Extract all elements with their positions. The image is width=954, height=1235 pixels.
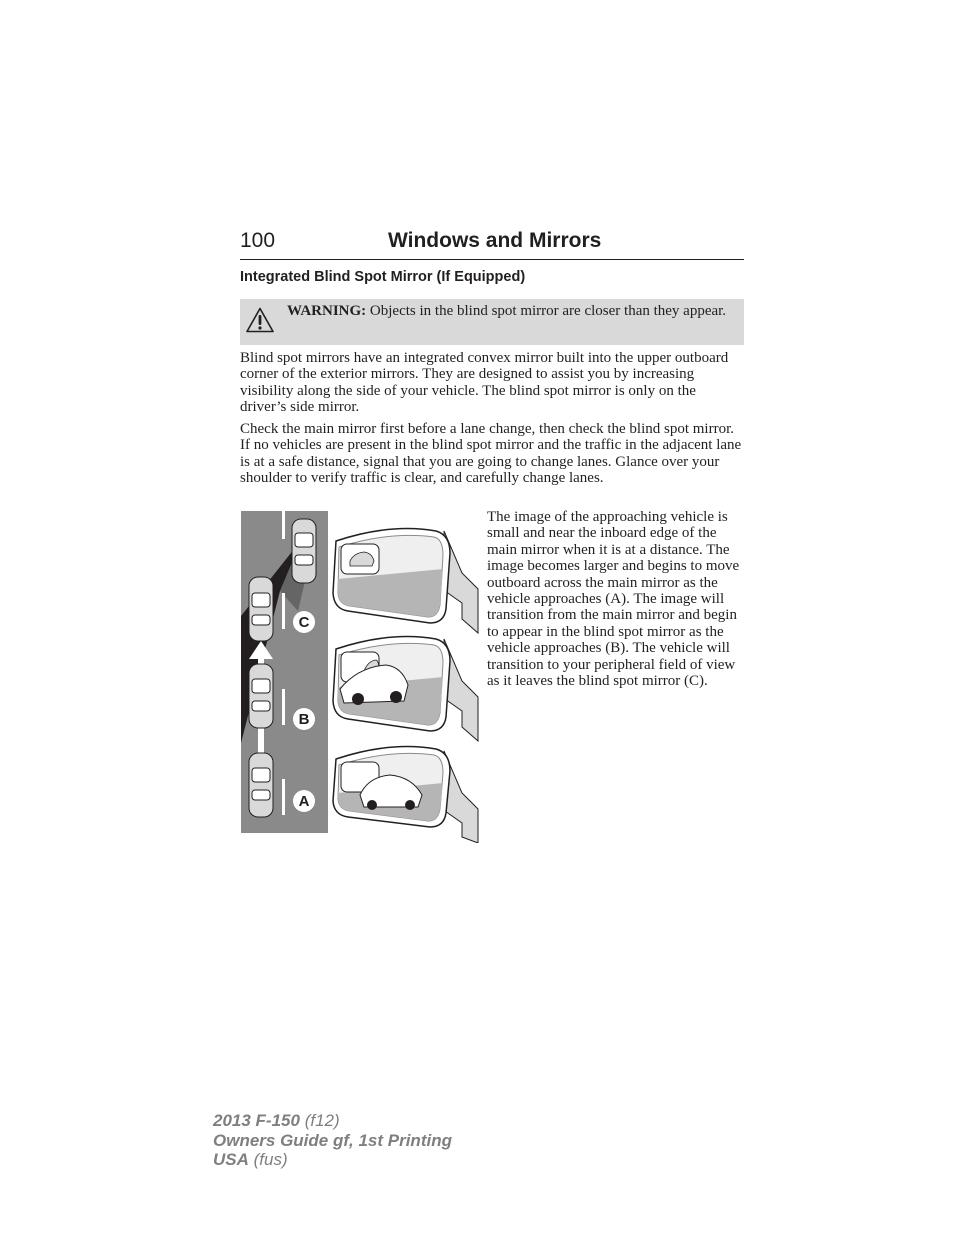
footer-market: USA xyxy=(213,1150,249,1169)
body-paragraph-1: Blind spot mirrors have an integrated convex mirror built into the upper outboard corner of the exterior mirrors. They are designed to assist you by increasing visibility along the side of your vehicle. The blind spot mirror is only on the driver’s side mirror. xyxy=(240,350,729,416)
side-mirror-a xyxy=(333,747,478,843)
warning-message xyxy=(287,302,742,321)
car-icon xyxy=(249,753,273,817)
footer-model: 2013 F-150 xyxy=(213,1111,300,1130)
blind-spot-mirror-illustration xyxy=(240,511,480,843)
footer-market-line xyxy=(213,1150,452,1170)
side-mirror-b xyxy=(333,637,478,741)
position-label-c xyxy=(293,611,315,633)
footer-market-code: (fus) xyxy=(253,1150,288,1169)
svg-text:C: C xyxy=(298,614,310,631)
warning-text: Objects in the blind spot mirror are closer than they appear. xyxy=(369,303,727,319)
page-header xyxy=(240,229,744,260)
footer-guide: Owners Guide gf, 1st Printing xyxy=(213,1130,452,1150)
car-icon xyxy=(292,519,316,583)
footer-model-line xyxy=(213,1111,452,1131)
body-paragraph-3: The image of the approaching vehicle is small and near the inboard edge of the main mirror when it is at a distance. The image becomes larger and begins to move outboard across the main mirror as the vehicle approaches (A). The image will transition from the main mirror and begin to appear in the blind spot mirror as the vehicle approaches (B). The vehicle will transition to your peripheral field of view as it leaves the blind spot mirror (C). xyxy=(487,509,740,690)
page-number: 100 xyxy=(240,229,276,252)
footer-model-code: (f12) xyxy=(304,1111,340,1130)
car-icon xyxy=(249,664,273,728)
chapter-title: Windows and Mirrors xyxy=(388,229,602,252)
body-paragraph-2: Check the main mirror first before a lane change, then check the blind spot mirror. If no vehicles are present in the blind spot mirror and the traffic in the adjacent lane is at a safe distance, signal that you are going to change lanes. Glance over your shoulder to verify traffic is clear, and carefully change lanes. xyxy=(240,421,742,487)
footer-guide-line xyxy=(213,1131,452,1151)
page-footer xyxy=(213,1111,452,1170)
warning-label: WARNING: xyxy=(287,303,367,319)
position-label-a xyxy=(293,790,315,812)
side-mirror-c xyxy=(333,529,478,633)
section-title: Integrated Blind Spot Mirror (If Equipped) xyxy=(240,269,526,285)
svg-text:B: B xyxy=(298,711,310,728)
car-icon xyxy=(249,577,273,641)
position-label-b xyxy=(293,708,315,730)
svg-text:A: A xyxy=(298,793,310,810)
warning-triangle-icon xyxy=(246,307,274,333)
warning-box xyxy=(240,299,744,345)
